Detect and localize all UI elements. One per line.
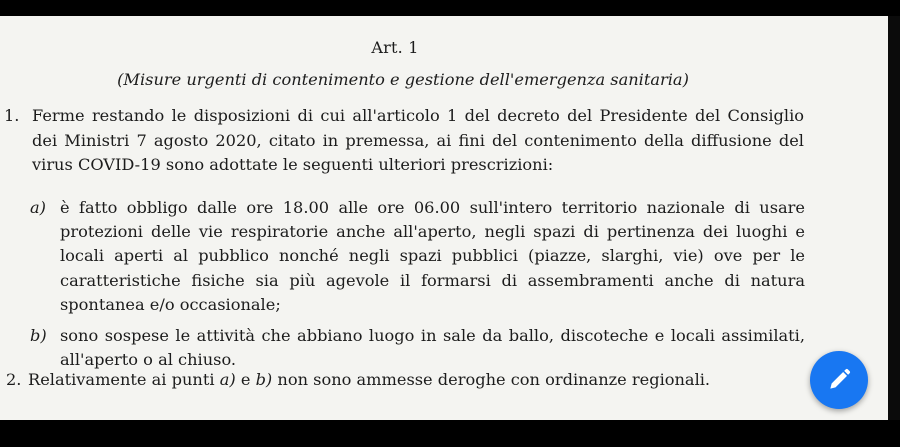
subparagraph-b xyxy=(30,324,805,372)
paragraph-2-text-after: non sono ammesse deroghe con ordinanze regionali. xyxy=(277,370,711,389)
paragraph-2-number: 2. xyxy=(6,370,22,389)
reference-a: a) xyxy=(219,370,236,389)
article-subtitle: (Misure urgenti di contenimento e gestione dell'emergenza sanitaria) xyxy=(117,70,689,89)
pencil-icon xyxy=(826,367,852,393)
paragraph-2-text-before: Relativamente ai punti xyxy=(28,370,215,389)
subparagraph-a-letter: a) xyxy=(30,198,46,217)
paragraph-2-text xyxy=(28,368,806,393)
bottom-black-bar xyxy=(0,420,900,447)
paragraph-1 xyxy=(4,104,804,178)
paragraph-1-text: Ferme restando le disposizioni di cui all'articolo 1 del decreto del Presidente del Consiglio dei Ministri 7 agosto 2020, citato in premessa, ai fini del contenimento della diffusione del virus COVID-19 sono adottate le seguenti ulteriori prescrizioni: xyxy=(32,106,804,175)
subparagraph-b-letter: b) xyxy=(30,326,47,345)
paragraph-2 xyxy=(6,368,806,393)
right-dark-edge xyxy=(888,16,900,420)
conjunction: e xyxy=(240,370,251,389)
subparagraph-a xyxy=(30,196,805,317)
edit-button[interactable] xyxy=(810,351,868,409)
subparagraph-b-text: sono sospese le attività che abbiano luogo in sale da ballo, discoteche e locali assimilati, all'aperto o al chiuso. xyxy=(60,326,805,370)
document-page xyxy=(0,16,888,420)
paragraph-1-number: 1. xyxy=(4,106,20,125)
article-title: Art. 1 xyxy=(371,38,419,57)
top-black-bar xyxy=(0,0,900,16)
reference-b: b) xyxy=(255,370,273,389)
subparagraph-a-text: è fatto obbligo dalle ore 18.00 alle ore 06.00 sull'intero territorio nazionale di usare protezioni delle vie respiratorie anche all'aperto, negli spazi di pertinenza dei luoghi e locali aperti al pubblico nonché negli spazi pubblici (piazze, slarghi, vie) ove per le caratteristiche fisiche sia più agevole il formarsi di assembramenti anche di natura spontanea e/o occasionale; xyxy=(60,198,805,314)
